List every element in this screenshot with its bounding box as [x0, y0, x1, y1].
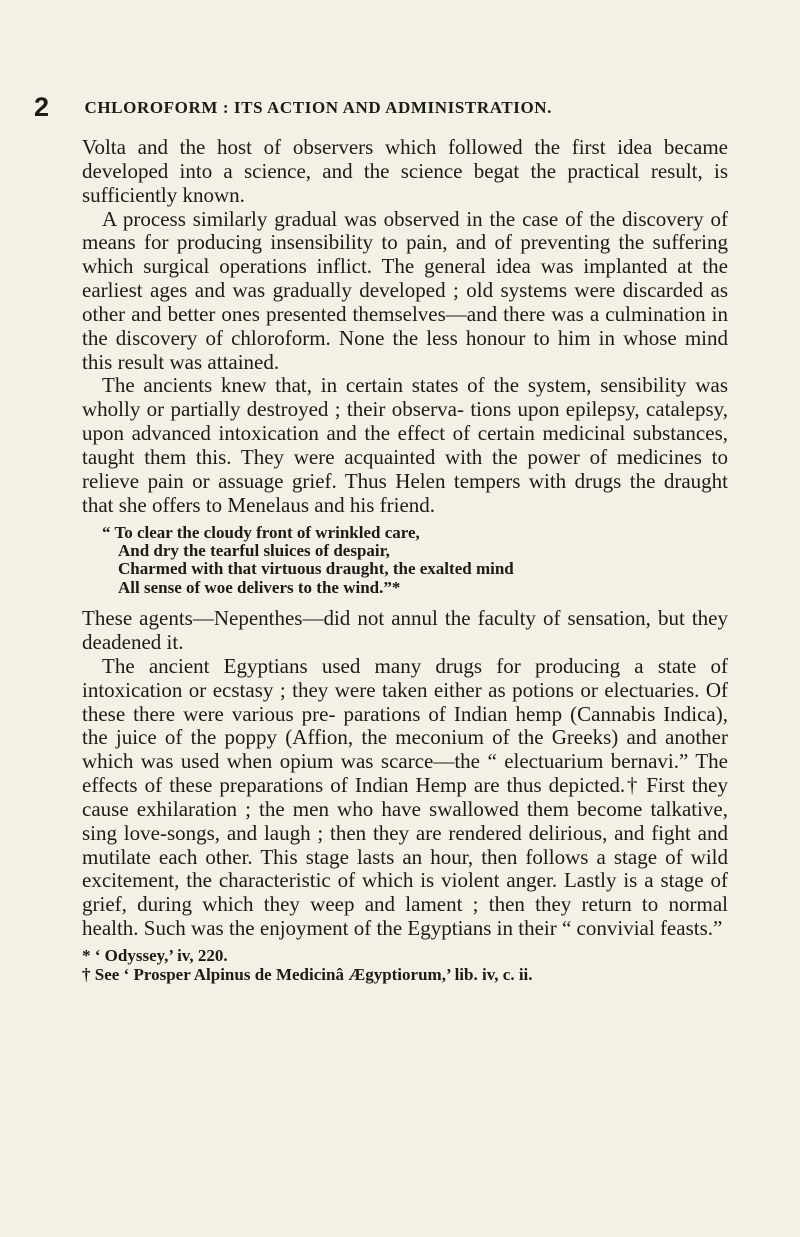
running-header	[34, 92, 774, 123]
footnote: † See ‘ Prosper Alpinus de Medicinâ Ægyptiorum,’ lib. iv, c. ii.	[82, 964, 533, 984]
paragraph: The ancient Egyptians used many drugs for producing a state of intoxication or ecstasy ; they were taken either as potions or electuaries. Of these there were various pre- parations of Indian hemp (Cannabis Indica), the juice of the poppy (Affion, the meconium of the Greeks) and another which was used when opium was scarce—the “ electuarium bernavi.” The effects of these preparations of Indian Hemp are thus depicted.† First they cause exhilaration ; the men who have swallowed them become talkative, sing love-songs, and laugh ; then they are rendered delirious, and fight and mutilate each other. This stage lasts an hour, then follows a stage of wild excitement, the characteristic of which is violent anger. Lastly is a stage of grief, during which they weep and lament ; then they return to normal health. Such was the enjoyment of the Egyptians in their “ convivial feasts.”	[82, 653, 728, 941]
verse-line: And dry the tearful sluices of despair,	[118, 540, 390, 560]
paragraph: Volta and the host of observers which followed the first idea became developed into a science, and the science begat the practical result, is sufficiently known.	[82, 135, 728, 207]
verse-line: “ To clear the cloudy front of wrinkled care,	[102, 522, 420, 542]
paragraph: The ancients knew that, in certain states of the system, sensibility was wholly or partially destroyed ; their observa- tions upon epilepsy, catalepsy, upon advanced intoxication and the effect of certain medicinal substances, taught them this. They were acquainted with the power of medicines to relieve pain or assuage grief. Thus Helen tempers with drugs the draught that she offers to Menelaus and his friend.	[82, 373, 728, 517]
paragraph: A process similarly gradual was observed in the case of the discovery of means for producing insensibility to pain, and of preventing the suffering which surgical operations inflict. The general idea was implanted at the earliest ages and was gradually developed ; old systems were discarded as other and better ones presented themselves—and there was a culmination in the discovery of chloroform. None the less honour to him in whose mind this result was attained.	[82, 206, 728, 374]
page-number: 2	[34, 92, 50, 122]
running-title: CHLOROFORM : ITS ACTION AND ADMINISTRATION.	[84, 98, 553, 117]
verse-quotation	[102, 524, 728, 598]
footnote: * ‘ Odyssey,’ iv, 220.	[82, 945, 228, 965]
verse-line: Charmed with that virtuous draught, the exalted mind	[118, 559, 514, 579]
main-text	[82, 136, 728, 984]
footnotes	[82, 946, 728, 984]
verse-line: All sense of woe delivers to the wind.”*	[118, 577, 401, 597]
paragraph: These agents—Nepenthes—did not annul the faculty of sensation, but they deadened it.	[82, 606, 728, 654]
